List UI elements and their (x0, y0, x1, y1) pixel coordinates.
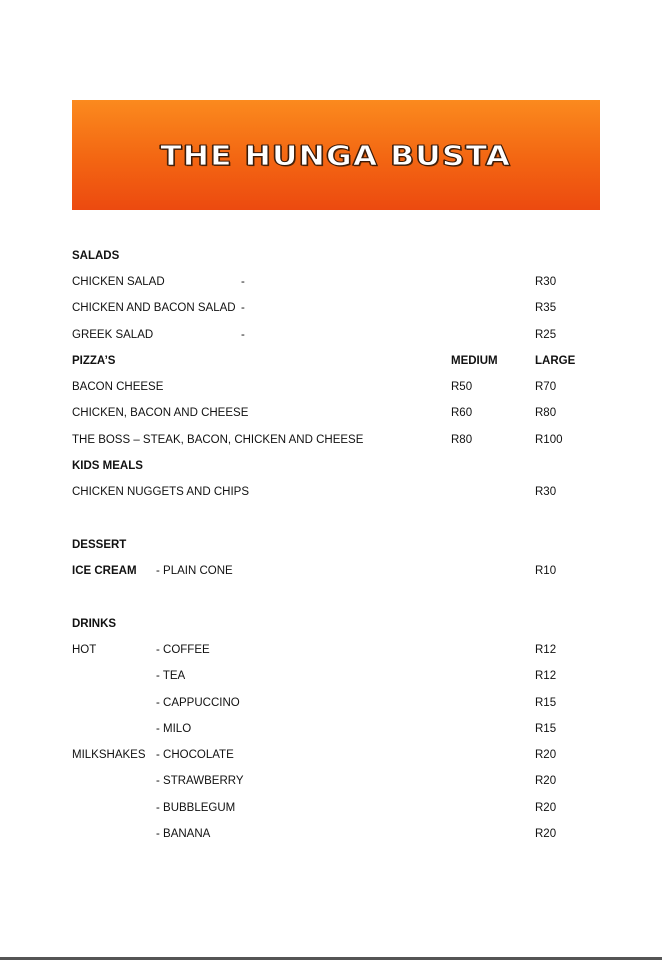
item-price-medium: R50 (451, 381, 473, 393)
item-name: GREEK SALAD (72, 329, 154, 341)
item-price: R12 (535, 670, 557, 682)
column-header-large: LARGE (535, 355, 576, 367)
restaurant-title: THE HUNGA BUSTA (160, 138, 512, 172)
item-name: - COFFEE (156, 644, 210, 656)
item-price: R30 (535, 276, 557, 288)
item-price: R20 (535, 775, 557, 787)
menu-item (0, 694, 662, 712)
item-category: HOT (72, 644, 97, 656)
item-price: R10 (535, 565, 557, 577)
item-name: - MILO (156, 723, 192, 735)
menu-item (0, 772, 662, 790)
item-price: R25 (535, 329, 557, 341)
item-price: R15 (535, 723, 557, 735)
section-heading-salads (0, 247, 662, 265)
item-name: CHICKEN SALAD (72, 276, 165, 288)
item-category: MILKSHAKES (72, 749, 146, 761)
item-name: BACON CHEESE (72, 381, 164, 393)
menu-item (0, 483, 662, 501)
item-name: CHICKEN NUGGETS AND CHIPS (72, 486, 249, 498)
item-price: R35 (535, 302, 557, 314)
menu-item (0, 641, 662, 659)
menu-item (0, 667, 662, 685)
menu-item (0, 562, 662, 580)
menu-item (0, 299, 662, 317)
item-name: - CHOCOLATE (156, 749, 234, 761)
menu-item (0, 799, 662, 817)
item-separator: - (241, 302, 245, 314)
item-name: CHICKEN, BACON AND CHEESE (72, 407, 249, 419)
menu-item (0, 746, 662, 764)
item-name: THE BOSS – STEAK, BACON, CHICKEN AND CHEESE (72, 434, 364, 446)
section-title: KIDS MEALS (72, 460, 143, 472)
item-price: R30 (535, 486, 557, 498)
item-price: R15 (535, 697, 557, 709)
section-title: DESSERT (72, 539, 127, 551)
item-price-medium: R80 (451, 434, 473, 446)
section-heading-dessert (0, 536, 662, 554)
item-category: ICE CREAM (72, 565, 137, 577)
item-price: R20 (535, 828, 557, 840)
item-name: - STRAWBERRY (156, 775, 244, 787)
item-separator: - (241, 329, 245, 341)
column-header-medium: MEDIUM (451, 355, 498, 367)
item-name: - BUBBLEGUM (156, 802, 236, 814)
section-heading-pizzas (0, 352, 662, 370)
item-price: R12 (535, 644, 557, 656)
item-name: - BANANA (156, 828, 211, 840)
section-title: DRINKS (72, 618, 117, 630)
item-price-large: R100 (535, 434, 563, 446)
item-name: - PLAIN CONE (156, 565, 233, 577)
menu-item (0, 404, 662, 422)
section-heading-drinks (0, 615, 662, 633)
section-title: PIZZA’S (72, 355, 116, 367)
item-price: R20 (535, 802, 557, 814)
item-name: CHICKEN AND BACON SALAD (72, 302, 236, 314)
menu-item (0, 326, 662, 344)
section-title: SALADS (72, 250, 120, 262)
item-separator: - (241, 276, 245, 288)
item-price-large: R70 (535, 381, 557, 393)
item-price: R20 (535, 749, 557, 761)
menu-item (0, 720, 662, 738)
item-name: - CAPPUCCINO (156, 697, 240, 709)
menu-item (0, 273, 662, 291)
menu-item (0, 825, 662, 843)
menu-item (0, 378, 662, 396)
menu-item (0, 431, 662, 449)
item-price-medium: R60 (451, 407, 473, 419)
section-heading-kids-meals (0, 457, 662, 475)
item-price-large: R80 (535, 407, 557, 419)
item-name: - TEA (156, 670, 186, 682)
